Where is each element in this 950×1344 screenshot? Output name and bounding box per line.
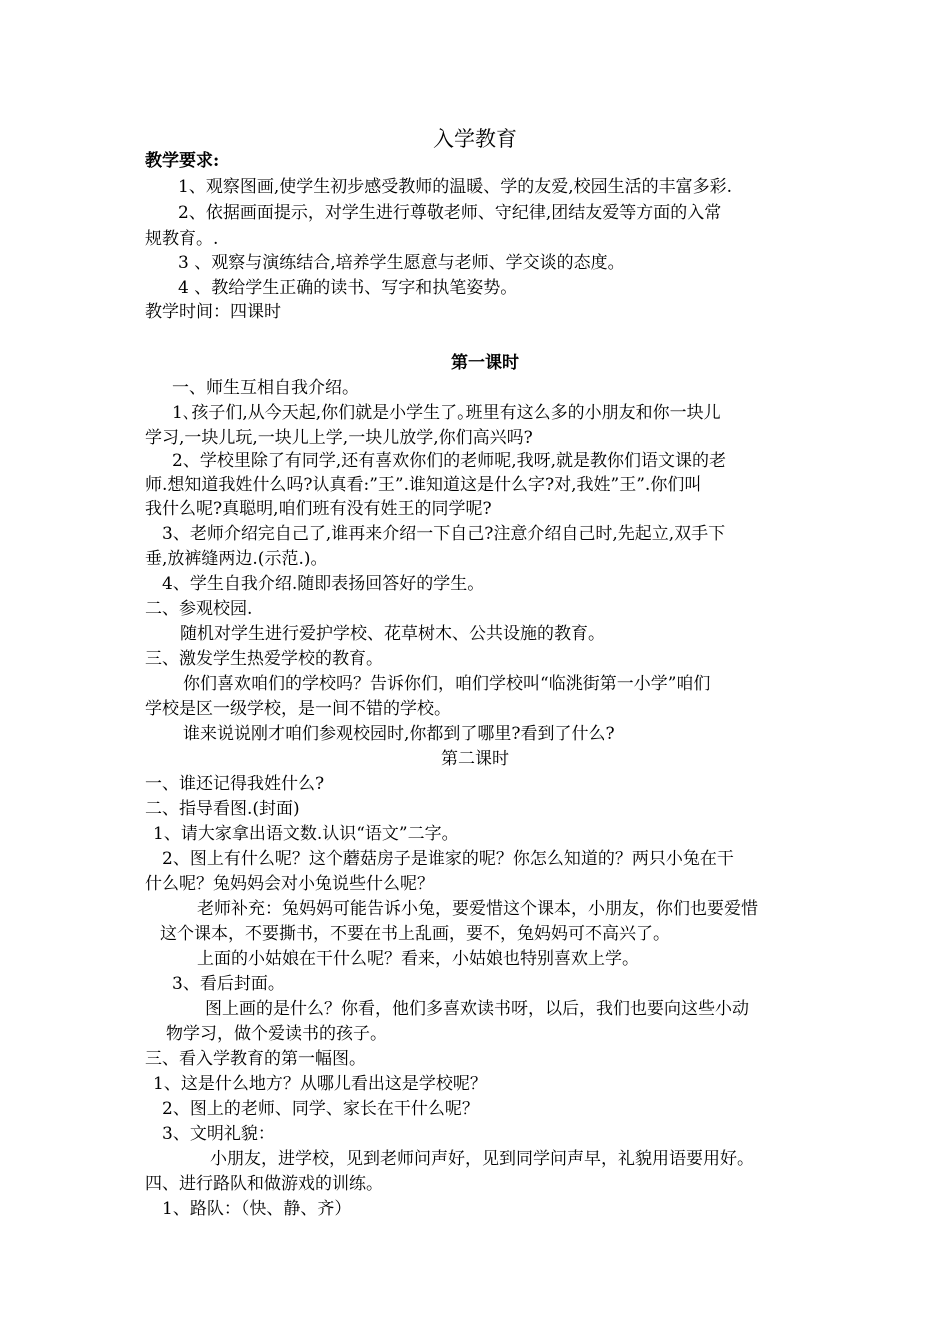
lesson1-line: 随机对学生进行爱护学校、花草树木、公共设施的教育。 <box>180 624 605 644</box>
requirements-heading: 教学要求: <box>145 151 220 171</box>
lesson2-line: 1、路队：（快、静、齐） <box>162 1199 352 1219</box>
lesson2-line: 上面的小姑娘在干什么呢？看来，小姑娘也特别喜欢上学。 <box>197 949 639 969</box>
lesson2-line: 小朋友，进学校，见到老师问声好，见到同学问声早，礼貌用语要用好。 <box>210 1149 754 1169</box>
lesson2-line: 三、看入学教育的第一幅图。 <box>145 1049 366 1069</box>
lesson2-line: 图上画的是什么？你看，他们多喜欢读书呀，以后，我们也要向这些小动 <box>205 999 749 1019</box>
requirement-item: 3 、观察与演练结合,培养学生愿意与老师、学交谈的态度。 <box>178 253 625 273</box>
lesson2-line: 这个课本，不要撕书，不要在书上乱画，要不，兔妈妈可不高兴了。 <box>160 924 670 944</box>
lesson1-line: 学校是区一级学校，是一间不错的学校。 <box>145 699 451 719</box>
requirement-item: 规教育。. <box>145 229 219 249</box>
lesson1-line: 二、参观校园. <box>145 599 253 619</box>
teaching-time: 教学时间：四课时 <box>145 302 281 322</box>
requirement-item: 4 、教给学生正确的读书、写字和执笔姿势。 <box>178 278 518 298</box>
requirement-item: 2、依据画面提示，对学生进行尊敬老师、守纪律,团结友爱等方面的入常 <box>178 203 722 223</box>
lesson1-line: 1､孩子们,从今天起,你们就是小学生了｡班里有这么多的小朋友和你一块儿 <box>172 403 721 423</box>
lesson2-line: 3、文明礼貌： <box>162 1124 275 1144</box>
lesson1-line: 3、老师介绍完自己了,谁再来介绍一下自己?注意介绍自己时,先起立,双手下 <box>162 524 726 544</box>
lesson1-heading: 第一课时 <box>451 353 519 373</box>
lesson2-line: 二、指导看图.(封面) <box>145 799 300 819</box>
lesson2-line: 3、看后封面。 <box>172 974 285 994</box>
document-title: 入学教育 <box>433 127 517 151</box>
lesson2-line: 老师补充：兔妈妈可能告诉小兔，要爱惜这个课本，小朋友，你们也要爱惜 <box>197 899 758 919</box>
lesson2-line: 一、谁还记得我姓什么? <box>145 774 325 794</box>
lesson2-heading: 第二课时 <box>441 749 509 769</box>
lesson2-line: 1、这是什么地方？从哪儿看出这是学校呢？ <box>153 1074 487 1094</box>
lesson1-line: 三、激发学生热爱学校的教育。 <box>145 649 383 669</box>
lesson1-line: 我什么呢?真聪明,咱们班有没有姓王的同学呢? <box>145 499 492 519</box>
lesson1-line: 2、学校里除了有同学,还有喜欢你们的老师呢,我呀,就是教你们语文课的老 <box>172 451 727 471</box>
lesson2-line: 2、图上有什么呢？这个蘑菇房子是谁家的呢？你怎么知道的？两只小兔在干 <box>162 849 734 869</box>
lesson2-line: 2、图上的老师、同学、家长在干什么呢？ <box>162 1099 479 1119</box>
lesson1-line: 一、师生互相自我介绍。 <box>172 378 359 398</box>
lesson2-line: 四、进行路队和做游戏的训练。 <box>145 1174 383 1194</box>
lesson1-line: 垂,放裤缝两边.(示范.)。 <box>145 549 328 569</box>
lesson1-line: 师.想知道我姓什么吗?认真看:”王”.谁知道这是什么字?对,我姓”王”.你们叫 <box>145 475 702 495</box>
lesson1-line: 你们喜欢咱们的学校吗？告诉你们，咱们学校叫“临洮街第一小学”咱们 <box>183 674 711 694</box>
lesson2-line: 物学习，做个爱读书的孩子。 <box>166 1024 387 1044</box>
lesson2-line: 1、请大家拿出语文数.认识“语文”二字。 <box>153 824 459 844</box>
lesson2-line: 什么呢？兔妈妈会对小兔说些什么呢？ <box>145 874 434 894</box>
requirement-item: 1、观察图画,使学生初步感受教师的温暖、学的友爱,校园生活的丰富多彩. <box>178 177 733 197</box>
lesson1-line: 4、学生自我介绍.随即表扬回答好的学生。 <box>162 574 485 594</box>
lesson1-line: 学习,一块儿玩,一块儿上学,一块儿放学,你们高兴吗? <box>145 428 533 448</box>
lesson1-line: 谁来说说刚才咱们参观校园时,你都到了哪里?看到了什么? <box>183 724 615 744</box>
